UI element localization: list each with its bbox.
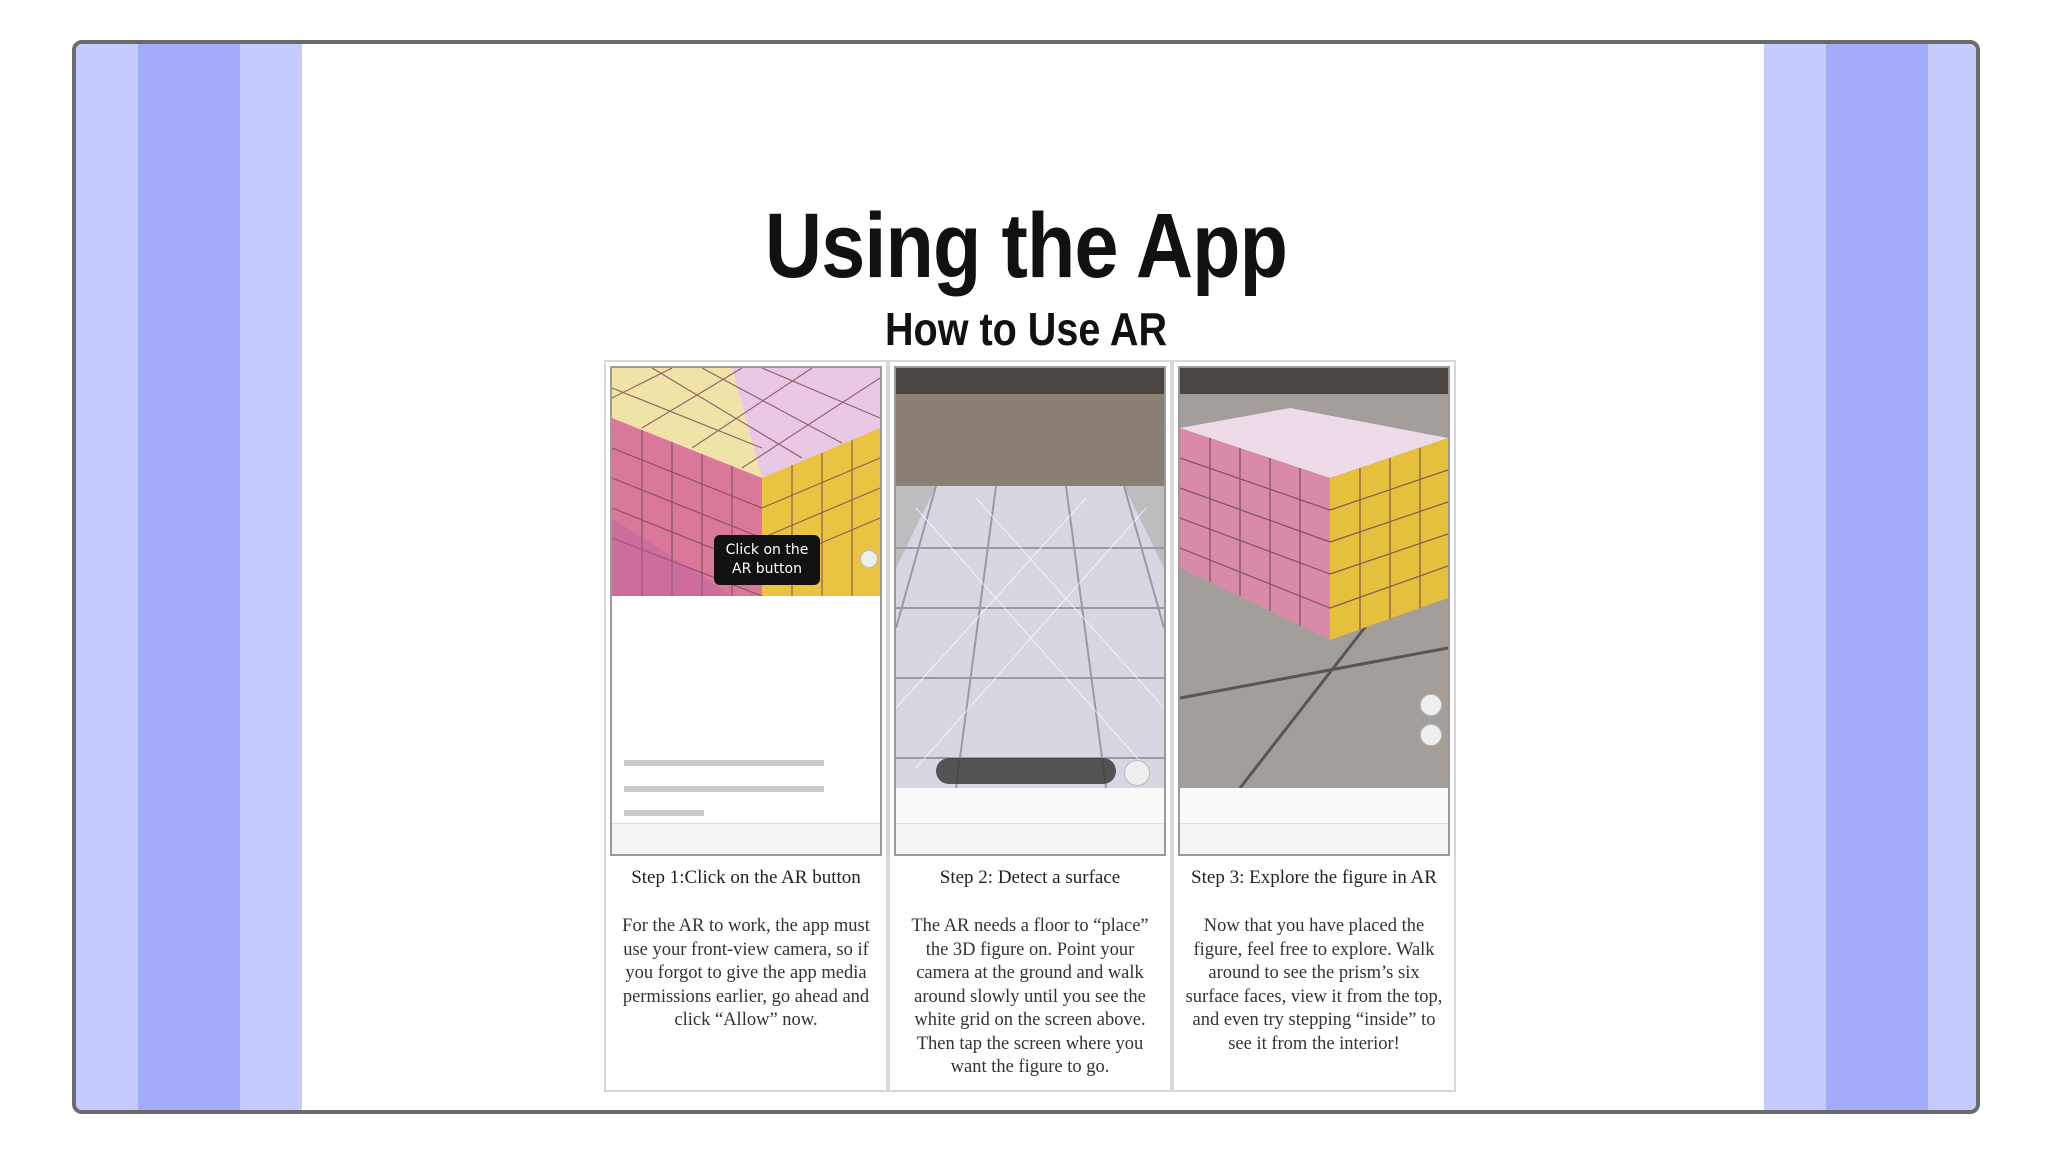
step-2-caption: Step 2: Detect a surface [939,867,1121,888]
step-1-caption: Step 1:Click on the AR button [631,867,861,888]
step-1-screenshot [610,366,882,856]
bottom-nav-bar [1180,823,1448,854]
step-2-screenshot [894,366,1166,856]
list-row-2 [624,786,824,792]
camera-button[interactable] [1420,694,1442,716]
page-subtitle: How to Use AR [884,303,1168,355]
step-2-panel [888,360,1172,1092]
bottom-nav-bar [896,823,1164,854]
list-row-1 [624,760,824,766]
step-3-panel [1172,360,1456,1092]
bottom-nav-bar [612,823,880,854]
left-stripe-light-outer [76,44,138,1110]
place-button[interactable] [1124,760,1150,786]
step-1-description: For the AR to work, the app must use your front-view camera, so if you forgot to give the app media permissions earlier, go ahead and click “Allow” now. [622,916,870,1030]
tooltip-line-1: Click on the [725,542,809,558]
slide-frame [72,40,1980,1114]
reset-button[interactable] [1420,724,1442,746]
step-1-panel [604,360,888,1092]
list-row-3 [624,810,704,816]
step-2-description: The AR needs a floor to “place” the 3D figure on. Point your camera at the ground and walk around slowly until you see the white grid on the screen above. Then tap the screen where you want the figure to go. [911,916,1149,1077]
surface-detected-toast [936,758,1116,784]
floor-grid-image [896,368,1164,788]
right-stripe-light-outer [1928,44,1980,1110]
ar-cube-image [1180,368,1448,788]
page-title: Using the App [764,195,1288,297]
bottom-toolbar [1180,788,1448,828]
ar-button-tooltip [714,535,820,585]
step-3-screenshot [1178,366,1450,856]
tooltip-line-2: AR button [732,561,802,577]
step-3-description: Now that you have placed the figure, feel free to explore. Walk around to see the prism’s six surface faces, view it from the top, and even try stepping “inside” to see it from the interior! [1185,916,1443,1054]
ar-button-icon[interactable] [860,550,878,568]
step-3-caption: Step 3: Explore the figure in AR [1191,867,1437,888]
bottom-toolbar [896,788,1164,828]
